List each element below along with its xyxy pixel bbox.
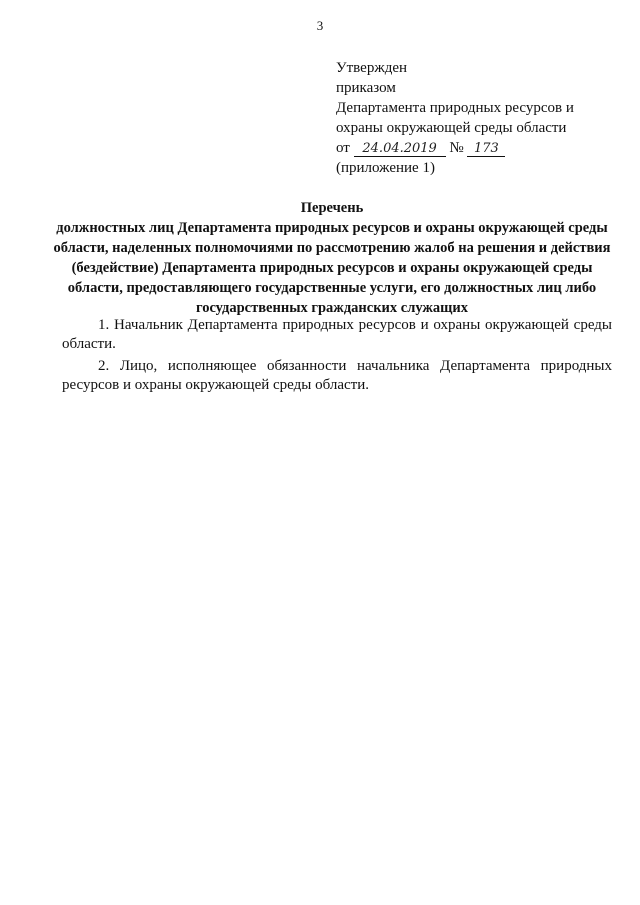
page-number: 3 xyxy=(316,18,324,33)
approval-line-department: Департамента природных ресурсов и xyxy=(336,100,574,116)
approval-appendix: (приложение 1) xyxy=(336,160,435,176)
officials-list xyxy=(62,316,612,398)
approval-line-order: приказом xyxy=(336,80,396,96)
number-prefix: № xyxy=(449,140,464,156)
handwritten-number: 173 xyxy=(467,141,505,157)
list-item: 1. Начальник Департамента природных ресурсов и охраны окружающей среды области. xyxy=(62,317,612,352)
title-heading: Перечень xyxy=(300,200,364,216)
date-prefix: от xyxy=(336,140,350,156)
handwritten-date: 24.04.2019 xyxy=(354,141,446,157)
document-title xyxy=(52,198,612,318)
approval-date-number-line xyxy=(336,138,626,158)
approval-line-approved: Утвержден xyxy=(336,60,408,76)
title-text: должностных лиц Департамента природных ресурсов и охраны окружающей среды области, наделенных полномочиями по рассмотрению жалоб на решения и действия (бездействие) Департамента природных ресурсов и охраны окружающей среды области, предоставляющего государственные услуги, его должностных лиц либо государственных гражданских служащих xyxy=(53,220,611,316)
approval-line-department-cont: охраны окружающей среды области xyxy=(336,120,567,136)
list-item: 2. Лицо, исполняющее обязанности начальника Департамента природных ресурсов и охраны окружающей среды области. xyxy=(62,358,612,393)
approval-stamp xyxy=(336,58,626,178)
